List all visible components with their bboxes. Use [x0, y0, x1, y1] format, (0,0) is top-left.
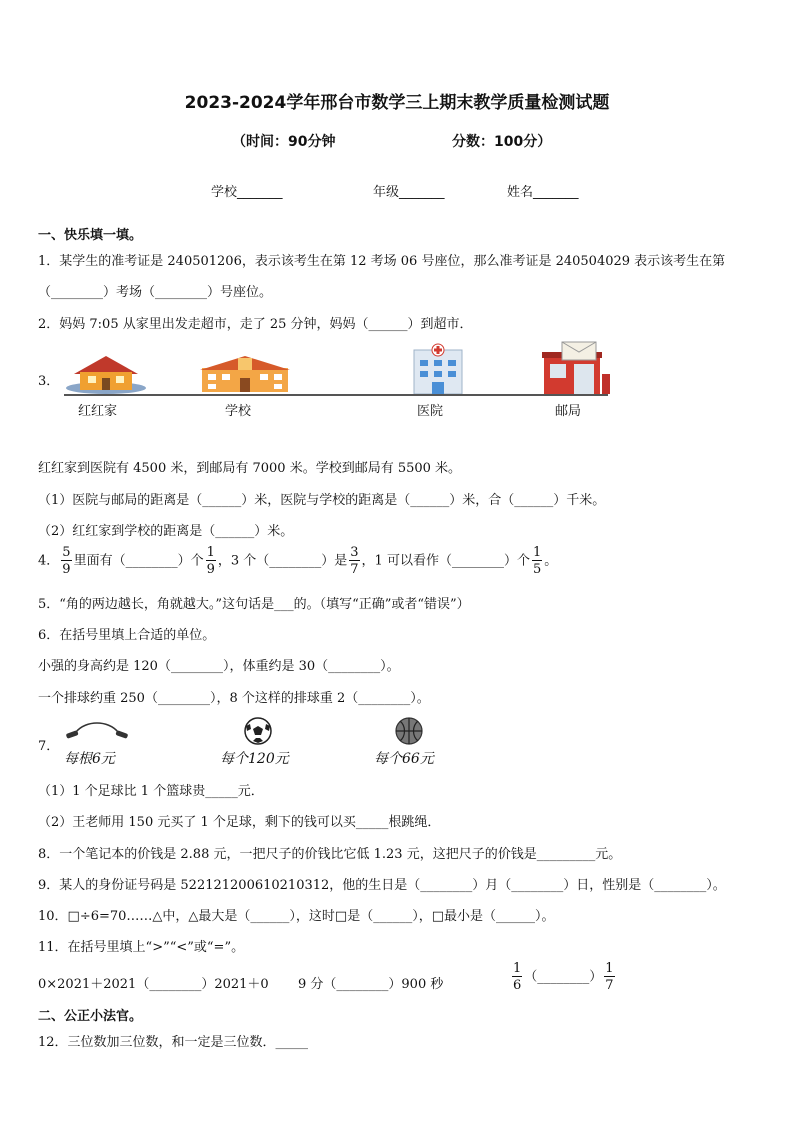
basketball-price: 每个66元 — [374, 751, 434, 767]
question-1-line-b: （________）考场（________）号座位。 — [38, 285, 273, 300]
grade-field[interactable]: 年级_______ — [373, 185, 445, 200]
question-3-part-1: （1）医院与邮局的距离是（______）米，医院与学校的距离是（______）米，合（______）千米。 — [38, 493, 606, 508]
question-4 — [38, 546, 557, 576]
question-3-number: 3． — [38, 374, 60, 389]
numerator: 1 — [605, 961, 614, 976]
question-4-text-2: ，3 个（________）是 — [217, 553, 348, 569]
section-heading-1: 一、快乐填一填。 — [38, 228, 143, 243]
question-7-number: 7． — [38, 739, 60, 754]
hospital-icon — [410, 340, 466, 394]
post-office-icon — [540, 340, 612, 394]
question-3-part-2: （2）红红家到学校的距离是（______）米。 — [38, 524, 294, 539]
question-4-number: 4． — [38, 553, 60, 569]
denominator: 7 — [350, 562, 359, 577]
question-12: 12．三位数加三位数，和一定是三位数．_____ — [38, 1035, 309, 1050]
fraction-1-9 — [206, 546, 216, 576]
name-field[interactable]: 姓名_______ — [507, 185, 579, 200]
school-icon — [198, 352, 292, 394]
question-11-compare-a: 0×2021＋2021（________）2021＋0 — [38, 977, 269, 992]
fraction-3-7 — [349, 546, 359, 576]
question-6-line-1: 小强的身高约是 120（________），体重约是 30（________）。 — [38, 659, 400, 674]
question-10: 10．□÷6=70……△中，△最大是（______），这时□是（______），□最小是（______）。 — [38, 909, 555, 924]
question-11: 11．在括号里填上“>”“<”或“=”。 — [38, 940, 245, 955]
place-label-hospital: 医院 — [417, 404, 444, 419]
numerator: 5 — [62, 545, 71, 560]
fraction-5-9 — [61, 546, 71, 576]
denominator: 9 — [206, 562, 215, 577]
question-7-part-1: （1）1 个足球比 1 个篮球贵_____元． — [38, 784, 264, 799]
question-8: 8．一个笔记本的价钱是 2.88 元，一把尺子的价钱比它低 1.23 元，这把尺子的价钱是_________元。 — [38, 847, 622, 862]
question-2: 2．妈妈 7:05 从家里出发走超市，走了 25 分钟，妈妈（______）到超市． — [38, 317, 473, 332]
denominator: 9 — [62, 562, 71, 577]
road-line — [64, 394, 608, 396]
compare-blank: （________） — [524, 969, 603, 985]
denominator: 6 — [513, 978, 522, 993]
numerator: 1 — [206, 545, 215, 560]
question-6-line-2: 一个排球约重 250（________），8 个这样的排球重 2（________）。 — [38, 691, 430, 706]
fraction-1-5 — [532, 546, 542, 576]
question-4-text-4: 。 — [544, 553, 558, 569]
question-11-compare-b: 9 分（________）900 秒 — [298, 977, 444, 992]
question-7-part-2: （2）王老师用 150 元买了 1 个足球，剩下的钱可以买_____根跳绳． — [38, 815, 441, 830]
question-4-text-1: 里面有（________）个 — [73, 553, 204, 569]
football-icon — [240, 716, 276, 746]
numerator: 1 — [513, 961, 522, 976]
question-6: 6．在括号里填上合适的单位。 — [38, 628, 216, 643]
exam-time: （时间：90分钟 — [232, 134, 336, 150]
denominator: 7 — [605, 978, 614, 993]
section-heading-2: 二、公正小法官。 — [38, 1009, 143, 1024]
numerator: 1 — [532, 545, 542, 560]
question-11-compare-c — [510, 962, 617, 992]
fraction-1-6 — [512, 962, 522, 992]
question-4-text-3: ，1 可以看作（________）个 — [361, 553, 530, 569]
jump-rope-icon — [62, 718, 132, 746]
place-label-post-office: 邮局 — [555, 404, 582, 419]
fraction-1-7 — [604, 962, 614, 992]
place-label-school: 学校 — [225, 404, 252, 419]
school-field[interactable]: 学校_______ — [211, 185, 283, 200]
basketball-icon — [392, 716, 426, 746]
place-label-home: 红红家 — [78, 404, 118, 419]
denominator: 5 — [532, 562, 542, 577]
numerator: 3 — [350, 545, 359, 560]
football-price: 每个120元 — [220, 751, 289, 767]
jump-rope-price: 每根6元 — [64, 751, 115, 767]
question-5: 5．“角的两边越长，角就越大。”这句话是___的。（填写“正确”或者“错误”） — [38, 597, 470, 612]
house-icon — [64, 352, 148, 394]
question-9: 9．某人的身份证号码是 522121200610210312，他的生日是（________）月（________）日，性别是（________）。 — [38, 878, 726, 893]
question-1-line-a: 1．某学生的准考证是 240501206，表示该考生在第 12 考场 06 号座位，那么准考证是 240504029 表示该考生在第 — [38, 254, 726, 269]
page-title: 2023-2024学年邢台市数学三上期末教学质量检测试题 — [184, 93, 610, 113]
question-3-text: 红红家到医院有 4500 米，到邮局有 7000 米。学校到邮局有 5500 米。 — [38, 461, 462, 476]
exam-score: 分数：100分） — [452, 134, 552, 150]
